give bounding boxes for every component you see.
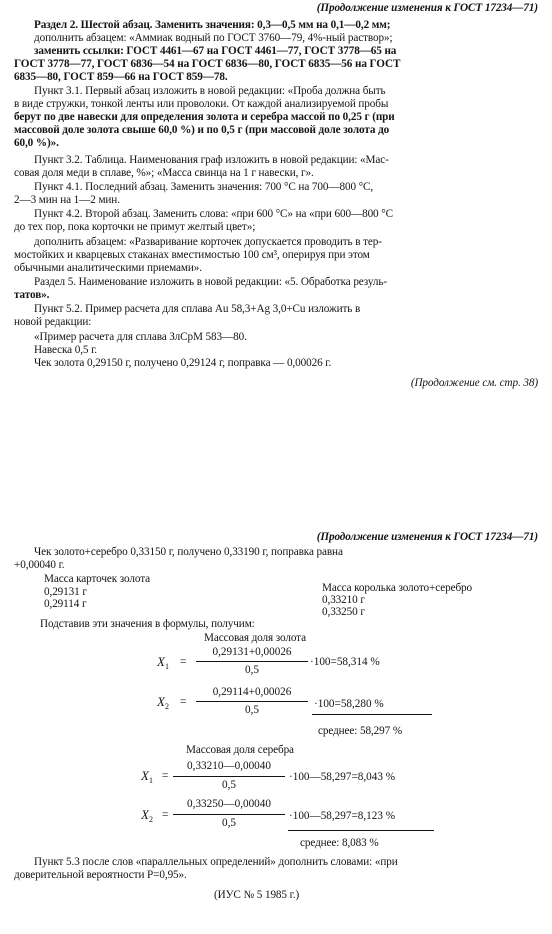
- text-line: 6835—80, ГОСТ 859—66 на ГОСТ 859—78.: [14, 71, 228, 83]
- text-line: дополнить абзацем: «Разваривание корточек допускается проводить в тер-: [34, 236, 382, 248]
- ius-reference: (ИУС № 5 1985 г.): [214, 889, 300, 901]
- average-rule: [312, 714, 432, 715]
- header-continuation-1: (Продолжение изменения к ГОСТ 17234—71): [316, 2, 538, 14]
- formula-result: ·100—58,297=8,043 %: [289, 771, 396, 783]
- text-line: 2—3 мин на 1—2 мин.: [14, 194, 120, 206]
- text-line: Пункт 5.2. Пример расчета для сплава Au 58,3+Ag 3,0+Cu изложить в: [34, 303, 361, 315]
- mass-silver-title: Масса королька золото+серебро: [322, 582, 473, 594]
- text-line: Пункт 4.1. Последний абзац. Заменить значения: 700 °С на 700—800 °С,: [34, 181, 374, 193]
- gold-average: среднее: 58,297 %: [318, 725, 403, 737]
- formula-variable: $X_1$: [157, 654, 169, 671]
- text-line: берут по две навески для определения золота и серебра массой по 0,25 г (при: [14, 111, 395, 123]
- text-line: 60,0 %)».: [14, 137, 59, 149]
- formula-result: ·100=58,280 %: [314, 698, 384, 710]
- fraction-numerator: 0,33250—0,00040: [187, 798, 271, 810]
- fraction-denominator: 0,5: [222, 817, 236, 829]
- equals-sign: =: [162, 770, 169, 782]
- equals-sign: =: [180, 656, 187, 668]
- fraction-bar: [196, 661, 308, 662]
- fraction-denominator: 0,5: [222, 779, 236, 791]
- text-line: до тех пор, пока корточки не примут желтый цвет»;: [14, 221, 256, 233]
- text-line: обычными аналитическими приемами».: [14, 262, 202, 274]
- fraction-bar: [173, 776, 285, 777]
- formula-variable: $X_2$: [157, 694, 169, 711]
- text-line: в виде стружки, тонкой ленты или проволоки. От каждой анализируемой пробы: [14, 98, 389, 110]
- text-line: Раздел 5. Наименование изложить в новой редакции: «5. Обработка резуль-: [34, 276, 388, 288]
- text-line: «Пример расчета для сплава ЗлСрМ 583—80.: [34, 331, 247, 343]
- mass-gold-value: 0,29131 г: [44, 586, 87, 598]
- fraction-bar: [173, 814, 285, 815]
- text-line: Раздел 2. Шестой абзац. Заменить значения: 0,3—0,5 мм на 0,1—0,2 мм;: [34, 19, 391, 31]
- equals-sign: =: [162, 809, 169, 821]
- substitute-text: Подставив эти значения в формулы, получим:: [40, 618, 255, 630]
- formula-result: ·100=58,314 %: [310, 656, 380, 668]
- mass-silver-value: 0,33250 г: [322, 606, 365, 618]
- text-line: дополнить абзацем: «Аммиак водный по ГОСТ 3760—79, 4%-ный раствор»;: [34, 32, 393, 44]
- silver-average: среднее: 8,083 %: [300, 837, 379, 849]
- text-line: мостойких и кварцевых стаканах вместимостью 100 см³, оперируя при этом: [14, 249, 370, 261]
- text-line: массовой доле золота свыше 60,0 %) и по 0,5 г (при массовой доле золота до: [14, 124, 390, 136]
- gold-section-title: Массовая доля золота: [204, 632, 306, 644]
- fraction-numerator: 0,29114+0,00026: [212, 686, 292, 698]
- fraction-denominator: 0,5: [245, 704, 259, 716]
- text-line: совая доля меди в сплаве, %»; «Масса свинца на 1 г навески, г».: [14, 167, 314, 179]
- formula-variable: $X_2$: [141, 807, 153, 824]
- mass-silver-value: 0,33210 г: [322, 594, 365, 606]
- fraction-bar: [196, 701, 308, 702]
- header-continuation-2: (Продолжение изменения к ГОСТ 17234—71): [316, 531, 538, 543]
- mass-gold-title: Масса карточек золота: [44, 573, 151, 585]
- fraction-numerator: 0,33210—0,00040: [187, 760, 271, 772]
- average-rule: [288, 830, 434, 831]
- text-line: ГОСТ 3778—77, ГОСТ 6836—54 на ГОСТ 6836—80, ГОСТ 6835—56 на ГОСТ: [14, 58, 401, 70]
- text-line: новой редакции:: [14, 316, 92, 328]
- formula-variable: $X_1$: [141, 768, 153, 785]
- text-line: Пункт 5.3 после слов «параллельных определений» дополнить словами: «при: [34, 856, 398, 868]
- text-line: татов».: [14, 289, 50, 301]
- fraction-denominator: 0,5: [245, 664, 259, 676]
- text-line: Навеска 0,5 г.: [34, 344, 98, 356]
- mass-gold-value: 0,29114 г: [44, 598, 87, 610]
- formula-result: ·100—58,297=8,123 %: [289, 810, 396, 822]
- text-line: +0,00040 г.: [14, 559, 65, 571]
- text-line: Чек золото+серебро 0,33150 г, получено 0,33190 г, поправка равна: [34, 546, 343, 558]
- text-line: Пункт 4.2. Второй абзац. Заменить слова: «при 600 °С» на «при 600—800 °С: [34, 208, 393, 220]
- text-line: доверительной вероятности P=0,95».: [14, 869, 187, 881]
- text-line: Чек золота 0,29150 г, получено 0,29124 г, поправка — 0,00026 г.: [34, 357, 332, 369]
- text-line: Пункт 3.2. Таблица. Наименования граф изложить в новой редакции: «Мас-: [34, 154, 389, 166]
- continued-note: (Продолжение см. стр. 38): [410, 377, 538, 389]
- equals-sign: =: [180, 696, 187, 708]
- silver-section-title: Массовая доля серебра: [186, 744, 294, 756]
- fraction-numerator: 0,29131+0,00026: [212, 646, 292, 658]
- text-line: заменить ссылки: ГОСТ 4461—67 на ГОСТ 4461—77, ГОСТ 3778—65 на: [34, 45, 397, 57]
- text-line: Пункт 3.1. Первый абзац изложить в новой редакции: «Проба должна быть: [34, 85, 386, 97]
